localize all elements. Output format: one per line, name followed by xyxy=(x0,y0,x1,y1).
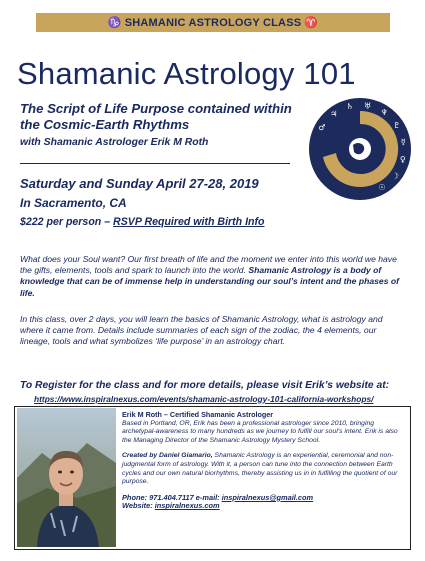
intro-paragraph xyxy=(20,254,405,299)
banner-text: SHAMANIC ASTROLOGY CLASS xyxy=(124,16,302,29)
bio-name: Erik M Roth – Certified Shamanic Astrologer xyxy=(122,410,274,419)
register-link[interactable]: https://www.inspiralnexus.com/events/shamanic-astrology-101-california-workshops/ xyxy=(34,394,374,404)
planet-glyph-icon: ♆ xyxy=(380,108,388,118)
intro-text: What does your Soul want? Our first breath of life and the moment we enter into this world we have the gifts, elements, tools and spark to launch into the world. xyxy=(20,254,397,276)
planet-glyph-icon: ♇ xyxy=(393,120,401,130)
event-price xyxy=(20,216,265,228)
planet-glyph-icon: ♃ xyxy=(330,109,338,119)
phone-label: Phone: 971.404.7117 e-mail: xyxy=(122,492,222,502)
aries-icon: ♈ xyxy=(304,17,319,29)
website-label: Website: xyxy=(122,501,155,511)
planet-glyph-icon: ♂ xyxy=(318,123,326,132)
price-text: $222 per person – xyxy=(20,216,114,228)
rsvp-link[interactable]: RSVP Required with Birth Info xyxy=(113,216,265,228)
email-link[interactable]: inspiralnexus@gmail.com xyxy=(221,492,314,502)
event-date: Saturday and Sunday April 27-28, 2019 xyxy=(20,176,259,191)
portrait-photo xyxy=(17,408,116,547)
bio-about: Based in Portland, OR, Erik has been a professional astrologer since 2010, bringing archetypal-awareness to many hundreds as we journey to fulfill our soul’s intent. Erik is also the Managing Director of the Shamanic Astrology Mystery School. xyxy=(122,419,398,444)
subtitle: The Script of Life Purpose contained within the Cosmic-Earth Rhythms xyxy=(20,101,292,132)
planet-glyph-icon: ♅ xyxy=(364,101,372,111)
planet-glyph-icon: ♄ xyxy=(346,102,354,112)
class-details-paragraph: In this class, over 2 days, you will learn the basics of Shamanic Astrology, what is astrology and where it came from. Details include summaries of each sign of the zodiac, the 4 elements, our lineage, tools and what symbolizes ‘life purpose’ in an astrology chart. xyxy=(20,314,383,347)
class-banner xyxy=(36,13,390,32)
event-place: In Sacramento, CA xyxy=(20,196,127,210)
planet-glyph-icon: ☿ xyxy=(400,137,406,147)
zodiac-wheel-logo xyxy=(308,97,412,201)
planet-glyph-icon: ☉ xyxy=(378,183,386,193)
byline: with Shamanic Astrologer Erik M Roth xyxy=(20,137,209,148)
planet-glyph-icon: ☽ xyxy=(391,171,399,181)
bio-website-line xyxy=(122,502,407,511)
divider xyxy=(20,163,290,164)
intro-bold-text: Shamanic Astrology is a body of knowledge that can be of immense help in understanding our soul’s intent and the phases of life. xyxy=(20,265,399,298)
bio-created-rest: Shamanic Astrology is an experiential, ceremonial and non-judgmental form of astrology. With it, a person can tune into the connection between Earth cycles and our own natural biorhythms, thereby assisting us in in fulfilling the quotient of our purpose. xyxy=(122,452,398,486)
capricorn-icon: ♑ xyxy=(107,17,122,29)
website-link[interactable]: inspiralnexus.com xyxy=(154,501,220,511)
bio-created xyxy=(122,452,407,486)
page-title: Shamanic Astrology 101 xyxy=(17,56,356,91)
bio-created-by: Created by Daniel Giamario, xyxy=(122,452,213,460)
register-heading: To Register for the class and for more details, please visit Erik’s website at: xyxy=(20,380,390,391)
planet-glyph-icon: ♀ xyxy=(399,155,406,165)
bio-text xyxy=(122,411,407,511)
